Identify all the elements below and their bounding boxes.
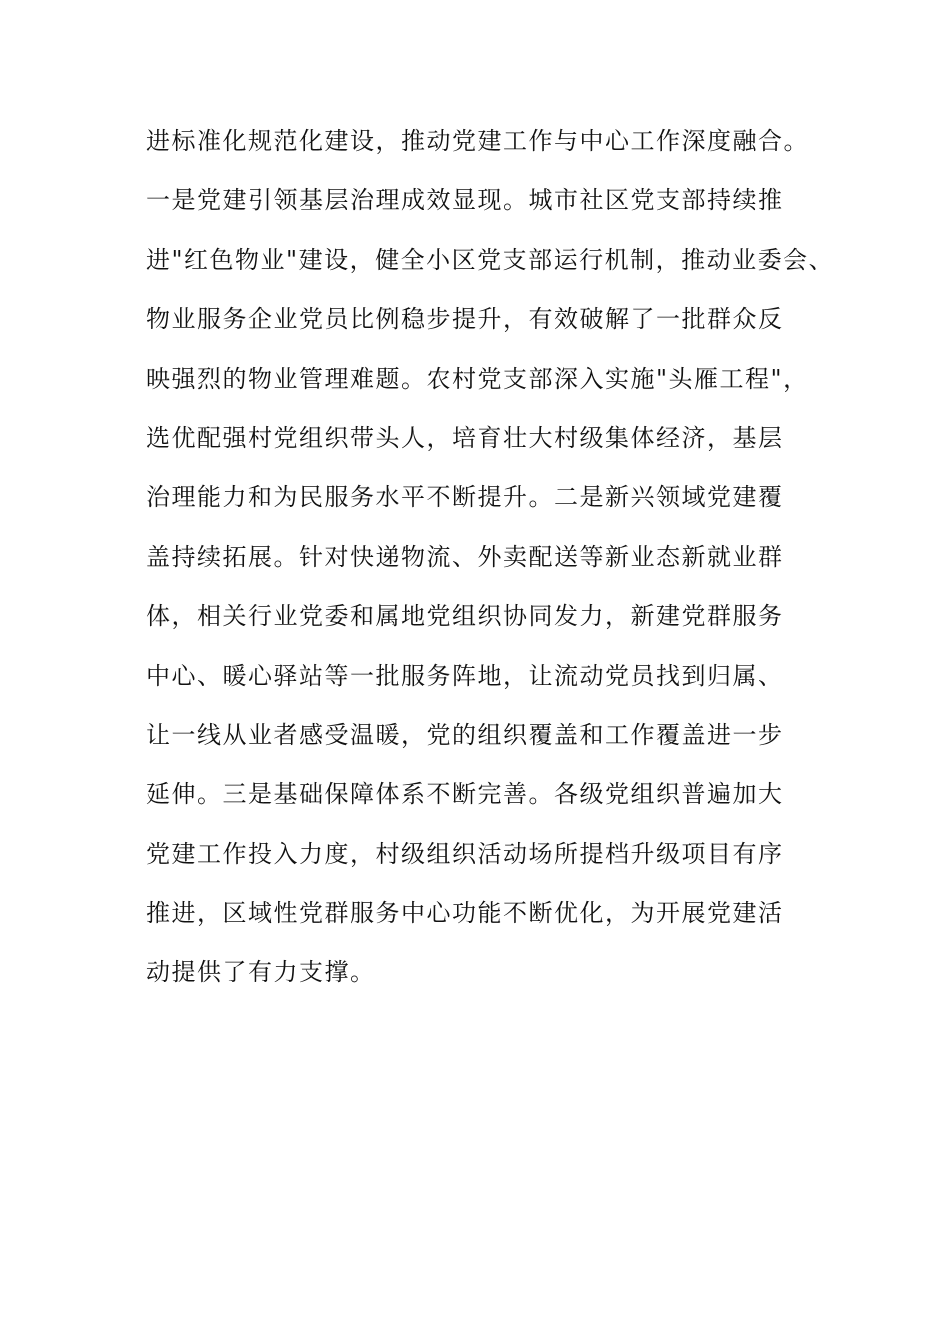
- text-line: 选优配强村党组织带头人，培育壮大村级集体经济，基层: [146, 423, 784, 452]
- text-line: 物业服务企业党员比例稳步提升，有效破解了一批群众反: [146, 305, 784, 334]
- text-line: 中心、暖心驿站等一批服务阵地，让流动党员找到归属、: [146, 661, 784, 690]
- text-line: 动提供了有力支撑。: [146, 958, 376, 987]
- text-line: 党建工作投入力度，村级组织活动场所提档升级项目有序: [146, 839, 784, 868]
- text-line: 治理能力和为民服务水平不断提升。二是新兴领域党建覆: [146, 483, 784, 512]
- text-line: 体，相关行业党委和属地党组织协同发力，新建党群服务: [146, 602, 784, 631]
- text-line: 映强烈的物业管理难题。农村党支部深入实施"头雁工程"，: [146, 364, 809, 393]
- text-line: 延伸。三是基础保障体系不断完善。各级党组织普遍加大: [146, 780, 784, 809]
- text-line: 推进，区域性党群服务中心功能不断优化，为开展党建活: [146, 899, 784, 928]
- text-line: 让一线从业者感受温暖，党的组织覆盖和工作覆盖进一步: [146, 720, 784, 749]
- text-line: 进标准化规范化建设，推动党建工作与中心工作深度融合。: [146, 127, 809, 155]
- text-line: 进"红色物业"建设，健全小区党支部运行机制，推动业委会、: [146, 245, 835, 274]
- text-line: 盖持续拓展。针对快递物流、外卖配送等新业态新就业群: [146, 542, 784, 571]
- body-text: [146, 112, 866, 1003]
- text-line: 一是党建引领基层治理成效显现。城市社区党支部持续推: [146, 186, 784, 215]
